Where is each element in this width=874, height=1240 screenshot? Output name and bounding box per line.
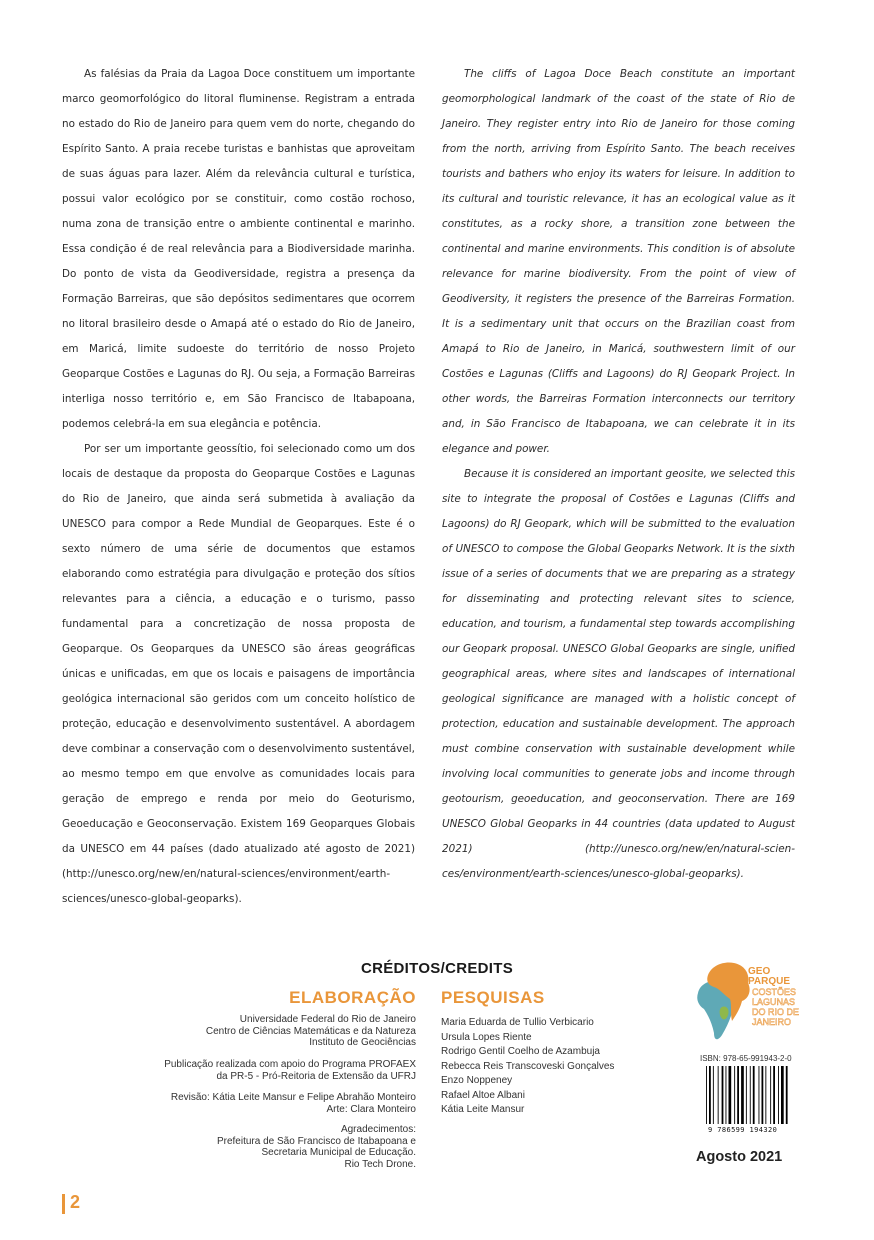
- researcher-name: Rebecca Reis Transcoveski Gonçalves: [441, 1060, 615, 1072]
- publication-date: Agosto 2021: [696, 1149, 783, 1165]
- paragraph-en-2: Because it is considered an important geosite, we selected this site to integrate the proposal of Costões e Lagunas (Cliffs and Lagoons) do RJ Geopark, which will be submitted to the evaluation of UNESCO to compose the Global Geoparks Network. It is the sixth issue of a series of documents that we are preparing as a strategy for disseminating and protecting relevant sites to science, education, and tourism, a fundamental step towards accomplishing our Geopark proposal. UNESCO Global Geoparks are single, unified geographical areas, where sites and landscapes of international geological significance are managed with a holistic concept of protection, education and sustainable development. The approach must combine conservation with sustainable development while involving local communities to generate jobs and income through geotourism, geoeducation, and geoconservation. There are 169 UNESCO Global Geoparks in 44 countries (data updated to August 2021) (http://unesco.org/new/en/natural-sciences/environment/earth-sciences/unesco-global-geoparks).: [442, 468, 795, 880]
- logo-text-parque: PARQUE: [748, 976, 791, 987]
- logo-text-lagunas: LAGUNAS: [752, 997, 796, 1007]
- barcode-bar: [722, 1066, 724, 1124]
- researcher-name: Maria Eduarda de Tullio Verbicario: [441, 1017, 594, 1028]
- researcher-name: Ursula Lopes Riente: [441, 1031, 532, 1043]
- barcode-bar: [746, 1066, 747, 1124]
- institution-line: Universidade Federal do Rio de Janeiro: [239, 1014, 416, 1025]
- barcode-bar: [759, 1066, 760, 1124]
- body-column-english: [442, 62, 795, 887]
- support-block: [76, 1059, 416, 1082]
- barcode-bar: [750, 1066, 751, 1124]
- researcher-name: Enzo Noppeney: [441, 1075, 513, 1086]
- page-number-bar: [62, 1194, 65, 1214]
- pesquisas-heading: PESQUISAS: [441, 988, 545, 1007]
- barcode-bar: [773, 1066, 775, 1124]
- barcode-bar: [765, 1066, 766, 1124]
- review-line: Revisão: Kátia Leite Mansur e Felipe Abrahão Monteiro: [170, 1092, 416, 1103]
- geoparque-logo: [694, 955, 804, 1047]
- support-line: Publicação realizada com apoio do Programa PROFAEX: [164, 1059, 416, 1070]
- support-line: da PR-5 - Pró-Reitoria de Extensão da UFRJ: [216, 1070, 416, 1082]
- paragraph-en-1: The cliffs of Lagoa Doce Beach constitute an important geomorphological landmark of the coast of the state of Rio de Janeiro. They register entry into Rio de Janeiro for those coming from the north, arriving from Espírito Santo. The beach receives tourists and bathers who enjoy its waters for leisure. In addition to its cultural and touristic relevance, it has an ecological value as it constitutes, as a rocky shore, a transition zone between the continental and marine environments. This condition is of absolute relevance for marine biodiversity. From the point of view of Geodiversity, it registers the presence of the Barreiras Formation. It is a sedimentary unit that occurs on the Brazilian coast from Amapá to Rio de Janeiro, in Maricá, southwestern limit of our Costões e Lagunas (Cliffs and Lagoons) do RJ Geopark Project. In other words, the Barreiras Formation interconnects our territory and, in São Francisco de Itabapoana, we can celebrate it in its elegance and power.: [442, 68, 795, 455]
- barcode-bar: [729, 1066, 732, 1124]
- barcode-bar: [770, 1066, 771, 1124]
- isbn-digits: 9 786599 194320: [708, 1126, 778, 1134]
- review-block: [76, 1092, 416, 1115]
- institution-line: Instituto de Geociências: [309, 1037, 416, 1048]
- barcode-bar: [734, 1066, 735, 1124]
- barcode-bar: [781, 1066, 784, 1124]
- page-number: 2: [70, 1192, 81, 1212]
- researcher-name: Kátia Leite Mansur: [441, 1104, 525, 1115]
- barcode-bar: [786, 1066, 788, 1124]
- art-line: Arte: Clara Monteiro: [326, 1103, 416, 1115]
- thanks-line: Rio Tech Drone.: [344, 1158, 416, 1170]
- logo-text-geo: GEO: [748, 966, 771, 977]
- isbn-barcode: [700, 1064, 800, 1136]
- thanks-line: Agradecimentos:: [340, 1124, 416, 1135]
- researcher-name: Rodrigo Gentil Coelho de Azambuja: [441, 1046, 600, 1057]
- logo-text-costoes: COSTÕES: [752, 987, 797, 997]
- institution-block: [76, 1014, 416, 1049]
- barcode-bar: [762, 1066, 764, 1124]
- thanks-line: Secretaria Municipal de Educação.: [261, 1147, 416, 1158]
- barcode-bar: [718, 1066, 719, 1124]
- isbn-label: ISBN: 978-65-991943-2-0: [700, 1054, 792, 1063]
- logo-text-do-rio-de: DO RIO DE: [752, 1007, 800, 1017]
- paragraph-pt-2: Por ser um importante geossítio, foi selecionado como um dos locais de destaque da proposta do Geoparque Costões e Lagunas do Rio de Janeiro, que ainda será submetida à avaliação da UNESCO para compor a Rede Mundial de Geoparques. Este é o sexto número de uma série de documentos que estamos elaborando como estratégia para divulgação e proteção dos sítios relevantes para a ciência, a educação e o turismo, passo fundamental para a concretização de nossa proposta de Geoparque. Os Geoparques da UNESCO são áreas geográficas únicas e unificadas, em que os locais e paisagens de importância geológica internacional são geridos com um conceito holístico de proteção, educação e desenvolvimento sustentável. A abordagem deve combinar a conservação com o desenvolvimento sustentável, ao mesmo tempo em que envolve as comunidades locais para geração de emprego e renda por meio do Geoturismo, Geoeducação e Geoconservação. Existem 169 Geoparques Globais da UNESCO em 44 países (dado atualizado até agosto de 2021) (http://unesco.org/new/en/natural-sciences/environment/earth-sciences/unesco-global-geoparks).: [62, 443, 415, 905]
- logo-text-janeiro: JANEIRO: [752, 1017, 792, 1027]
- thanks-line: Prefeitura de São Francisco de Itabapoana e: [216, 1135, 416, 1147]
- paragraph-pt-1: As falésias da Praia da Lagoa Doce constituem um importante marco geomorfológico do litoral fluminense. Registram a entrada no estado do Rio de Janeiro para quem vem do norte, chegando do Espírito Santo. A praia recebe turistas e banhistas que aproveitam de suas águas para lazer. Além da relevância cultural e turística, possui valor ecológico por se constituir, como costão rochoso, numa zona de transição entre o ambiente continental e marinho. Essa condição é de real relevância para a Biodiversidade marinha. Do ponto de vista da Geodiversidade, registra a presença da Formação Barreiras, que são depósitos sedimentares que ocorrem no litoral brasileiro desde o Amapá até o estado do Rio de Janeiro, em Maricá, limite sudoeste do território de nosso Projeto Geoparque Costões e Lagunas do RJ. Ou seja, a Formação Barreiras interliga nosso território e, em São Francisco de Itabapoana, podemos celebrá-la em sua elegância e potência.: [62, 68, 415, 430]
- barcode-bar: [737, 1066, 739, 1124]
- barcode-bar: [713, 1066, 714, 1124]
- researcher-name: Rafael Altoe Albani: [441, 1089, 525, 1101]
- body-column-portuguese: [62, 62, 415, 912]
- barcode-bar: [726, 1066, 727, 1124]
- researchers-list: [441, 1016, 614, 1118]
- barcode-bar: [706, 1066, 707, 1124]
- institution-line: Centro de Ciências Matemáticas e da Natureza: [205, 1025, 416, 1037]
- thanks-block: [76, 1124, 416, 1170]
- barcode-bar: [753, 1066, 755, 1124]
- barcode-bar: [778, 1066, 779, 1124]
- elaboracao-heading: ELABORAÇÃO: [289, 988, 416, 1007]
- barcode-bar: [709, 1066, 711, 1124]
- barcode-bar: [741, 1066, 744, 1124]
- credits-title: CRÉDITOS/CREDITS: [360, 960, 514, 977]
- barcode-graphic: [700, 1064, 800, 1126]
